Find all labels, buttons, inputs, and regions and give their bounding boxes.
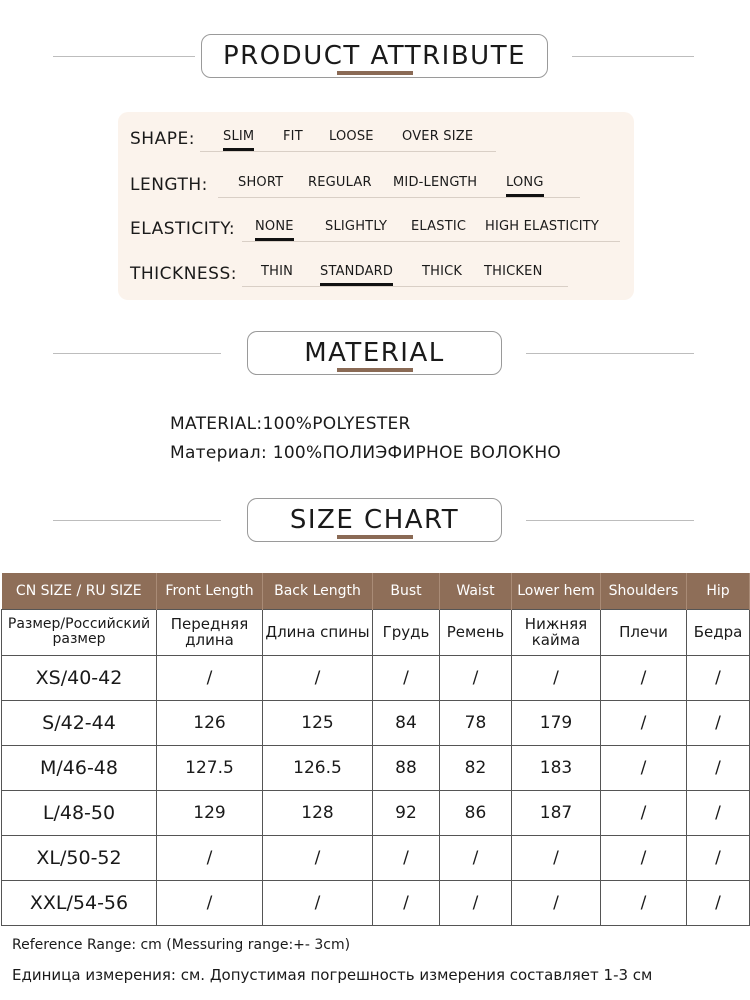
value-cell: 82: [440, 745, 512, 790]
header-cell: Lower hem: [512, 573, 601, 609]
header-cell: CN SIZE / RU SIZE: [2, 573, 157, 609]
attribute-row-thickness: [118, 260, 634, 290]
value-cell: 128: [263, 790, 373, 835]
value-cell: 127.5: [157, 745, 263, 790]
size-chart-table: [1, 573, 750, 926]
size-cell: XS/40-42: [2, 655, 157, 700]
value-cell: /: [687, 745, 750, 790]
table-row: [2, 745, 750, 790]
attribute-panel: [118, 112, 634, 300]
header-cell: Front Length: [157, 573, 263, 609]
divider-line: [53, 353, 221, 354]
attribute-label: LENGTH:: [130, 175, 208, 195]
size-cell: M/46-48: [2, 745, 157, 790]
header-cell: Hip: [687, 573, 750, 609]
accent-bar: [337, 368, 413, 372]
header-cell: Back Length: [263, 573, 373, 609]
section-title-size: SIZE CHART: [247, 498, 502, 542]
attribute-option-selected: LONG: [506, 175, 544, 190]
value-cell: /: [687, 880, 750, 925]
value-cell: /: [157, 835, 263, 880]
attribute-option-selected: SLIM: [223, 129, 255, 144]
divider-line: [526, 520, 694, 521]
value-cell: /: [601, 745, 687, 790]
value-cell: /: [601, 790, 687, 835]
value-cell: /: [440, 655, 512, 700]
attribute-option: SLIGHTLY: [325, 219, 388, 234]
value-cell: /: [512, 880, 601, 925]
value-cell: 183: [512, 745, 601, 790]
value-cell: /: [601, 835, 687, 880]
table-row: [2, 655, 750, 700]
value-cell: /: [512, 655, 601, 700]
header-row-en: [2, 573, 750, 609]
value-cell: /: [373, 655, 440, 700]
attribute-option: ELASTIC: [411, 219, 467, 234]
attribute-option: HIGH ELASTICITY: [485, 219, 600, 234]
value-cell: /: [373, 835, 440, 880]
value-cell: /: [687, 655, 750, 700]
size-cell: XXL/54-56: [2, 880, 157, 925]
value-cell: /: [157, 880, 263, 925]
material-en: MATERIAL:100%POLYESTER: [170, 414, 411, 434]
reference-note-ru: Единица измерения: см. Допустимая погрешность измерения составляет 1-3 см: [12, 966, 653, 984]
value-cell: 187: [512, 790, 601, 835]
attribute-row-elasticity: [118, 215, 634, 245]
header-cell-ru: Грудь: [373, 609, 440, 655]
section-title-material: MATERIAL: [247, 331, 502, 375]
attribute-rule: [218, 197, 580, 198]
material-ru: Материал: 100%ПОЛИЭФИРНОЕ ВОЛОКНО: [170, 443, 562, 463]
value-cell: 179: [512, 700, 601, 745]
value-cell: /: [601, 880, 687, 925]
value-cell: 88: [373, 745, 440, 790]
table-row: [2, 790, 750, 835]
section-title-attribute: PRODUCT ATTRIBUTE: [201, 34, 548, 78]
accent-bar: [337, 71, 413, 75]
value-cell: /: [687, 790, 750, 835]
attribute-row-length: [118, 171, 634, 201]
value-cell: /: [263, 655, 373, 700]
divider-line: [526, 353, 694, 354]
table-row: [2, 835, 750, 880]
value-cell: 126: [157, 700, 263, 745]
value-cell: /: [687, 700, 750, 745]
attribute-label: ELASTICITY:: [130, 219, 236, 239]
divider-line: [53, 56, 195, 57]
attribute-option: THICKEN: [484, 264, 543, 279]
table-row: [2, 880, 750, 925]
attribute-row-shape: [118, 125, 634, 155]
value-cell: 86: [440, 790, 512, 835]
section-header-size: [0, 498, 750, 548]
section-header-material: [0, 331, 750, 381]
attribute-option: THIN: [261, 264, 294, 279]
attribute-option: THICK: [422, 264, 463, 279]
size-cell: XL/50-52: [2, 835, 157, 880]
value-cell: /: [440, 880, 512, 925]
attribute-rule: [242, 286, 568, 287]
attribute-option: LOOSE: [329, 129, 374, 144]
value-cell: /: [512, 835, 601, 880]
value-cell: /: [263, 880, 373, 925]
header-cell: Shoulders: [601, 573, 687, 609]
value-cell: 126.5: [263, 745, 373, 790]
header-cell-ru: Длина спины: [263, 609, 373, 655]
header-cell: Waist: [440, 573, 512, 609]
attribute-option: REGULAR: [308, 175, 372, 190]
attribute-option: SHORT: [238, 175, 284, 190]
value-cell: 92: [373, 790, 440, 835]
section-header-attribute: [0, 34, 750, 84]
header-cell-ru: Плечи: [601, 609, 687, 655]
attribute-rule: [200, 151, 496, 152]
divider-line: [572, 56, 694, 57]
attribute-label: SHAPE:: [130, 129, 195, 149]
attribute-rule: [242, 241, 620, 242]
attribute-label: THICKNESS:: [130, 264, 237, 284]
accent-bar: [337, 535, 413, 539]
attribute-option-selected: NONE: [255, 219, 294, 234]
size-cell: S/42-44: [2, 700, 157, 745]
attribute-option: FIT: [283, 129, 303, 144]
value-cell: /: [601, 700, 687, 745]
header-cell-ru: Бедра: [687, 609, 750, 655]
header-cell-ru: Передняя длина: [157, 609, 263, 655]
header-cell: Bust: [373, 573, 440, 609]
size-cell: L/48-50: [2, 790, 157, 835]
value-cell: 129: [157, 790, 263, 835]
attribute-option-selected: STANDARD: [320, 264, 394, 279]
table-row: [2, 700, 750, 745]
value-cell: /: [440, 835, 512, 880]
header-cell-ru: Ремень: [440, 609, 512, 655]
value-cell: 78: [440, 700, 512, 745]
header-row-ru: [2, 609, 750, 655]
attribute-option: OVER SIZE: [402, 129, 474, 144]
divider-line: [53, 520, 221, 521]
value-cell: 84: [373, 700, 440, 745]
reference-note-en: Reference Range: cm (Messuring range:+- 3cm): [12, 937, 351, 953]
value-cell: 125: [263, 700, 373, 745]
header-cell-ru: Нижняя кайма: [512, 609, 601, 655]
value-cell: /: [601, 655, 687, 700]
value-cell: /: [157, 655, 263, 700]
value-cell: /: [263, 835, 373, 880]
value-cell: /: [687, 835, 750, 880]
header-cell-ru: Размер/Российский размер: [2, 609, 157, 655]
attribute-option: MID-LENGTH: [393, 175, 478, 190]
value-cell: /: [373, 880, 440, 925]
